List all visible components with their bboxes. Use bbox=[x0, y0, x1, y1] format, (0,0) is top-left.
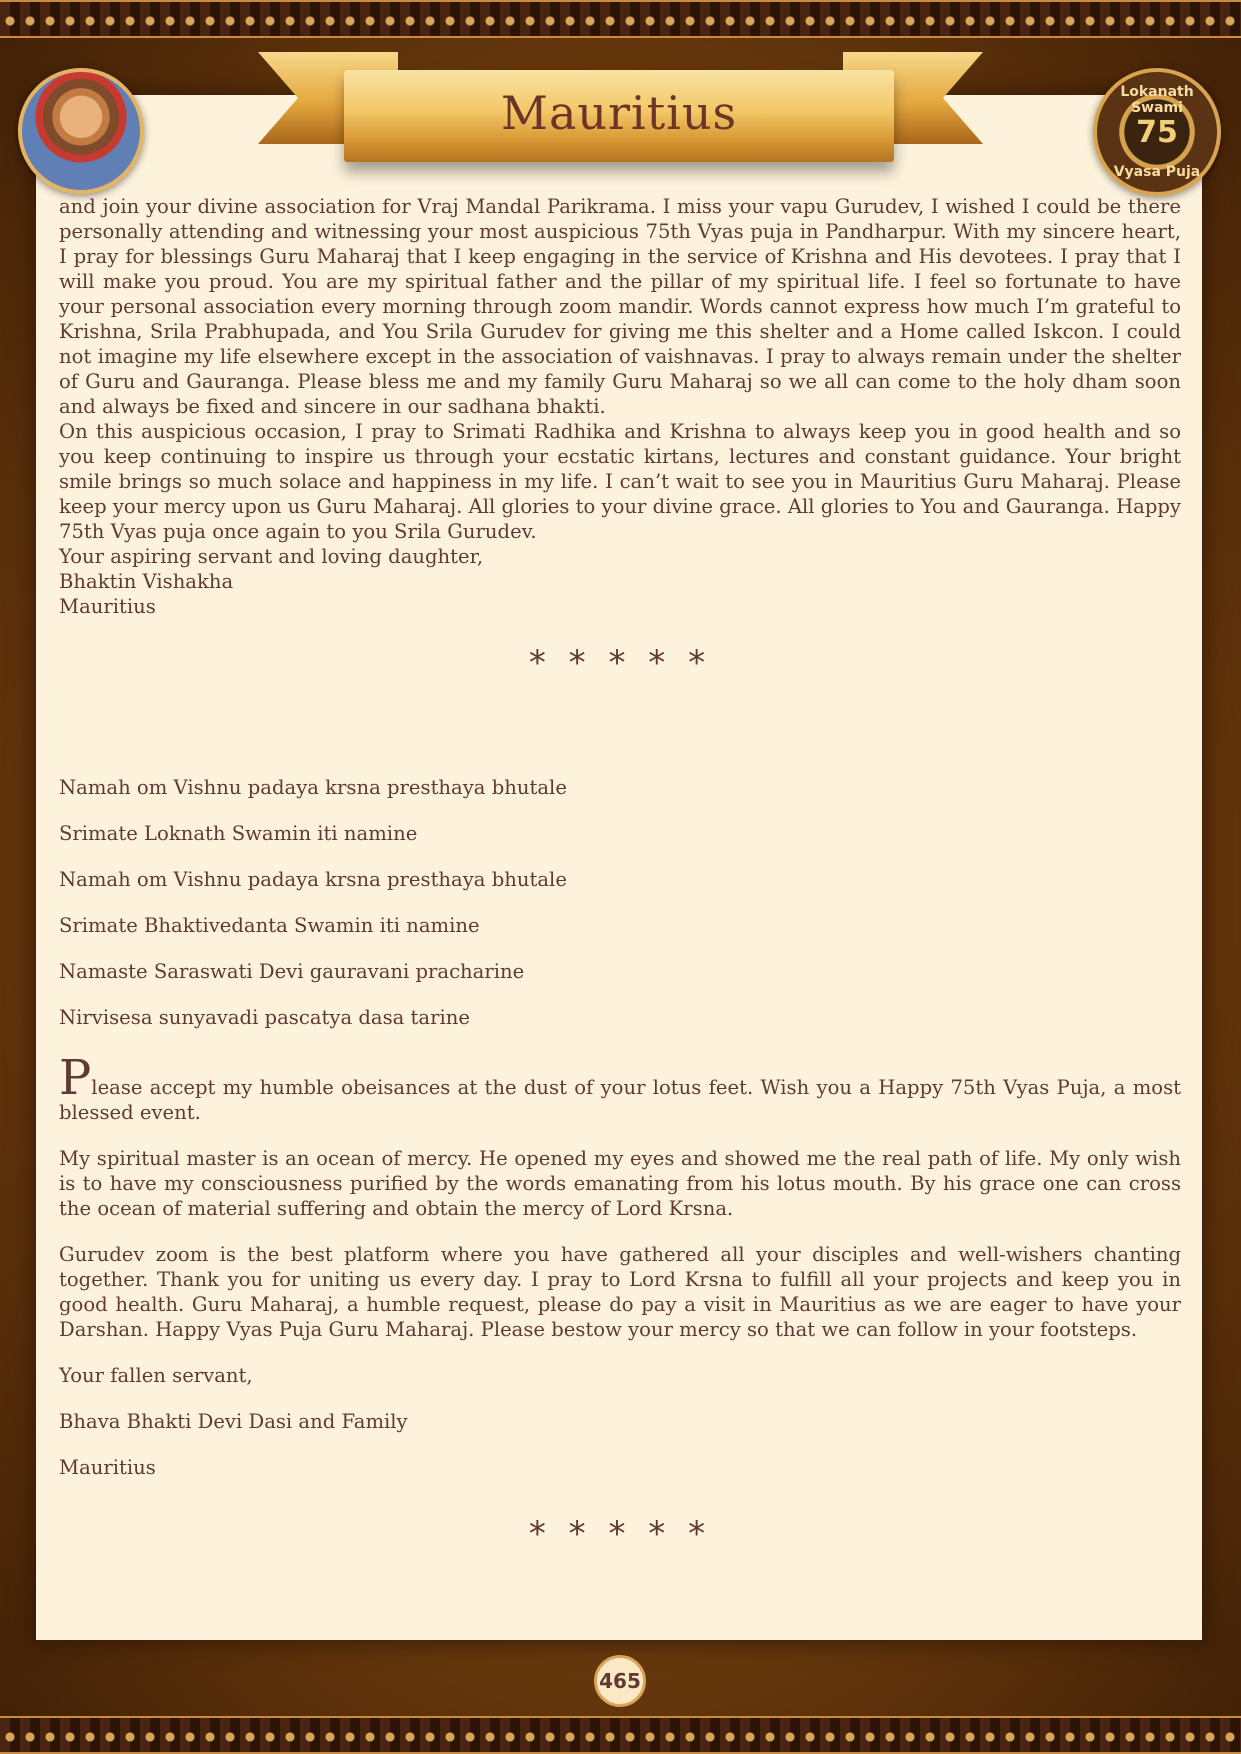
offering1-closing: Your aspiring servant and loving daughter, bbox=[59, 545, 484, 568]
seal-bottom-text: Vyasa Puja bbox=[1113, 164, 1201, 180]
guru-portrait-image bbox=[18, 68, 144, 194]
mantra-line: Namah om Vishnu padaya krsna presthaya bhutale bbox=[59, 868, 567, 891]
vyasa-puja-75-seal bbox=[1093, 68, 1221, 196]
main-content bbox=[59, 194, 1181, 1554]
offering2-paragraph-1-text: lease accept my humble obeisances at the dust of your lotus feet. Wish you a Happy 75th Vyas Puja, a most blessed event. bbox=[59, 1076, 1181, 1124]
offering2-paragraph-1 bbox=[59, 1050, 1181, 1125]
page-number: 465 bbox=[594, 1655, 646, 1707]
offering2-signature: Bhava Bhakti Devi Dasi and Family bbox=[59, 1410, 408, 1433]
seal-top-text: Lokanath Swami bbox=[1120, 84, 1194, 116]
offering2-closing: Your fallen servant, bbox=[59, 1364, 253, 1387]
offering1-paragraph-2: On this auspicious occasion, I pray to Srimati Radhika and Krishna to always keep you in good health and so you keep continuing to inspire us through your ecstatic kirtans, lectures and constant guidance. Your bright smile brings so much solace and happiness in my life. I can’t wait to see you in Mauritius Guru Maharaj. Please keep your mercy upon us Guru Maharaj. All glories to your divine grace. All glories to You and Gauranga. Happy 75th Vyas puja once again to you Srila Gurudev. bbox=[59, 420, 1181, 543]
offering2-place: Mauritius bbox=[59, 1456, 156, 1479]
decorative-border-top bbox=[0, 0, 1241, 38]
mantra-line: Srimate Loknath Swamin iti namine bbox=[59, 822, 418, 845]
page-title: Mauritius bbox=[500, 86, 738, 140]
mantra-line: Srimate Bhaktivedanta Swamin iti namine bbox=[59, 914, 480, 937]
seal-number: 75 bbox=[1136, 114, 1178, 150]
offering1-place: Mauritius bbox=[59, 595, 156, 618]
mantra-line: Namah om Vishnu padaya krsna presthaya bhutale bbox=[59, 776, 567, 799]
offering2-paragraph-3: Gurudev zoom is the best platform where you have gathered all your disciples and well-wishers chanting together. Thank you for uniting us every day. I pray to Lord Krsna to fulfill all your projects and keep you in good health. Guru Maharaj, a humble request, please do pay a visit in Mauritius as we are eager to have your Darshan. Happy Vyas Puja Guru Maharaj. Please bestow your mercy so that we can follow in your footsteps. bbox=[59, 1243, 1181, 1341]
title-banner bbox=[344, 70, 894, 162]
pranam-mantras bbox=[59, 775, 1181, 1030]
drop-cap: P bbox=[59, 1050, 92, 1106]
mantra-line: Nirvisesa sunyavadi pascatya dasa tarine bbox=[59, 1006, 470, 1029]
decorative-border-bottom bbox=[0, 1716, 1241, 1754]
section-divider: * * * * * bbox=[528, 643, 712, 683]
offering2-paragraph-2: My spiritual master is an ocean of mercy. He opened my eyes and showed me the real path of life. My only wish is to have my consciousness purified by the words emanating from his lotus mouth. By his grace one can cross the ocean of material suffering and obtain the mercy of Lord Krsna. bbox=[59, 1147, 1181, 1220]
section-divider: * * * * * bbox=[528, 1514, 712, 1554]
offering1-paragraph-1: and join your divine association for Vraj Mandal Parikrama. I miss your vapu Gurudev, I wished I could be there personally attending and witnessing your most auspicious 75th Vyas puja in Pandharpur. With my sincere heart, I pray for blessings Guru Maharaj that I keep engaging in the service of Krishna and His devotees. I pray that I will make you proud. You are my spiritual father and the pillar of my spiritual life. I feel so fortunate to have your personal association every morning through zoom mandir. Words cannot express how much I’m grateful to Krishna, Srila Prabhupada, and You Srila Gurudev for giving me this shelter and a Home called Iskcon. I could not imagine my life elsewhere except in the association of vaishnavas. I pray to always remain under the shelter of Guru and Gauranga. Please bless me and my family Guru Maharaj so we all can come to the holy dham soon and always be fixed and sincere in our sadhana bhakti. bbox=[59, 195, 1181, 418]
mantra-line: Namaste Saraswati Devi gauravani pracharine bbox=[59, 960, 525, 983]
offering1-signature: Bhaktin Vishakha bbox=[59, 570, 234, 593]
